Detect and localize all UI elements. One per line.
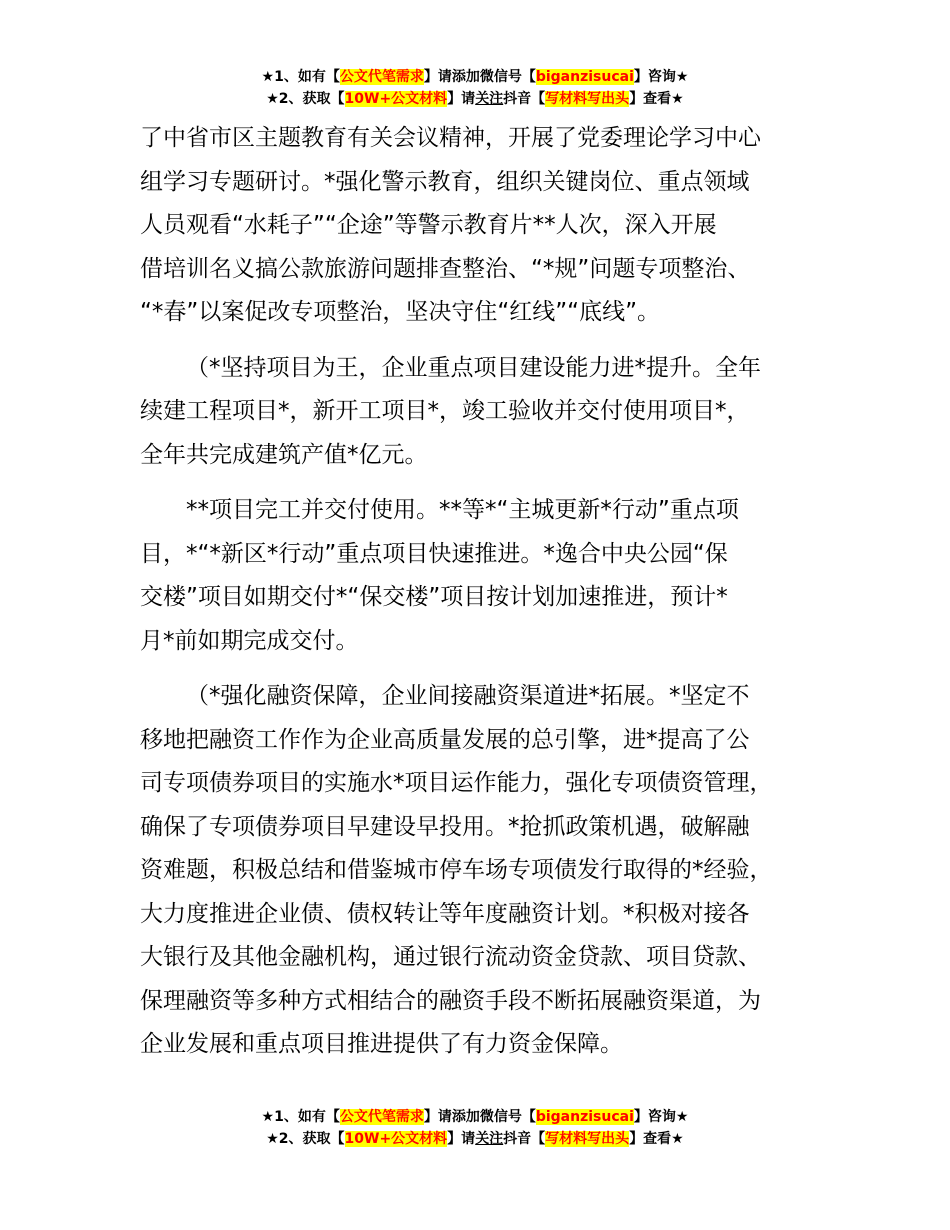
paragraph-4 <box>140 675 840 1067</box>
text-line: 大银行及其他金融机构，通过银行流动资金贷款、项目贷款、 <box>140 944 761 970</box>
banner-text: ★1、如有【 <box>261 1109 340 1125</box>
text-line: 续建工程项目*，新开工项目*，竣工验收并交付使用项目*， <box>140 398 750 424</box>
banner-text: 】请 <box>447 1131 476 1147</box>
text-line: 月*前如期完成交付。 <box>140 627 359 654</box>
banner-line-1 <box>0 1106 950 1128</box>
paragraph-2 <box>140 347 840 478</box>
text-line: **项目完工并交付使用。**等*“主城更新*行动”重点项 <box>186 497 739 523</box>
banner-underlined: 关注 <box>475 1131 504 1147</box>
banner-text: 】咨询★ <box>633 69 689 85</box>
banner-text: 】查看★ <box>629 1131 684 1147</box>
text-line: 确保了专项债券项目早建设早投用。*抢抓政策机遇，破解融 <box>140 813 750 840</box>
text-line: 目，*“*新区*行动”重点项目快速推进。*逸合中央公园“保 <box>140 540 728 567</box>
text-line: 全年共完成建筑产值*亿元。 <box>140 441 428 468</box>
text-line: （*坚持项目为王，企业重点项目建设能力进*提升。全年 <box>186 354 761 381</box>
document-body <box>140 117 840 1079</box>
text-line: 大力度推进企业债、债权转让等年度融资计划。*积极对接各 <box>140 900 750 927</box>
paragraph-3 <box>140 489 840 663</box>
text-line: 借培训名义搞公款旅游问题排查整治、“*规”问题专项整治、 <box>140 255 751 282</box>
text-line: 资难题，积极总结和借鉴城市停车场专项债发行取得的*经验， <box>140 857 773 883</box>
highlight-ghostwriting: 公文代笔需求 <box>339 1109 424 1125</box>
banner-line-1 <box>0 66 950 88</box>
text-line: 组学习专题研讨。*强化警示教育，组织关键岗位、重点领域 <box>140 168 750 195</box>
highlight-ghostwriting: 公文代笔需求 <box>339 69 424 85</box>
highlight-douyin: 写材料写出头 <box>545 91 630 107</box>
highlight-materials: 10W+公文材料 <box>344 91 448 107</box>
banner-text: 】请 <box>447 91 476 107</box>
banner-text: 抖音【 <box>503 91 546 107</box>
banner-text: 】咨询★ <box>633 1109 689 1125</box>
banner-line-2 <box>0 1128 950 1150</box>
highlight-wechat-id: biganzisucai <box>535 1109 634 1125</box>
text-line: 企业发展和重点项目推进提供了有力资金保障。 <box>140 1031 623 1057</box>
banner-underlined: 关注 <box>475 91 504 107</box>
text-line: “*春”以案促改专项整治，坚决守住“红线”“底线”。 <box>140 299 660 325</box>
banner-text: 】请添加微信号【 <box>423 1109 536 1125</box>
paragraph-1 <box>140 117 840 335</box>
banner-text: ★2、获取【 <box>266 1131 345 1147</box>
text-line: 保理融资等多种方式相结合的融资手段不断拓展融资渠道，为 <box>140 987 761 1014</box>
banner-text: 】请添加微信号【 <box>423 69 536 85</box>
footer-banner <box>0 1106 950 1150</box>
banner-line-2 <box>0 88 950 110</box>
banner-text: ★2、获取【 <box>266 91 345 107</box>
banner-text: ★1、如有【 <box>261 69 340 85</box>
banner-text: 抖音【 <box>503 1131 546 1147</box>
text-line: 人员观看“水耗子”“企途”等警示教育片**人次，深入开展 <box>140 212 717 238</box>
text-line: 了中省市区主题教育有关会议精神，开展了党委理论学习中心 <box>140 125 761 151</box>
text-line: 司专项债券项目的实施水*项目运作能力，强化专项债资管理， <box>140 770 773 796</box>
header-banner <box>0 66 950 110</box>
highlight-wechat-id: biganzisucai <box>535 69 634 85</box>
highlight-materials: 10W+公文材料 <box>344 1131 448 1147</box>
banner-text: 】查看★ <box>629 91 684 107</box>
text-line: （*强化融资保障，企业间接融资渠道进*拓展。*坚定不 <box>186 683 750 709</box>
text-line: 交楼”项目如期交付*“保交楼”项目按计划加速推进，预计* <box>140 584 728 610</box>
text-line: 移地把融资工作作为企业高质量发展的总引擎，进*提高了公 <box>140 726 750 753</box>
highlight-douyin: 写材料写出头 <box>545 1131 630 1147</box>
